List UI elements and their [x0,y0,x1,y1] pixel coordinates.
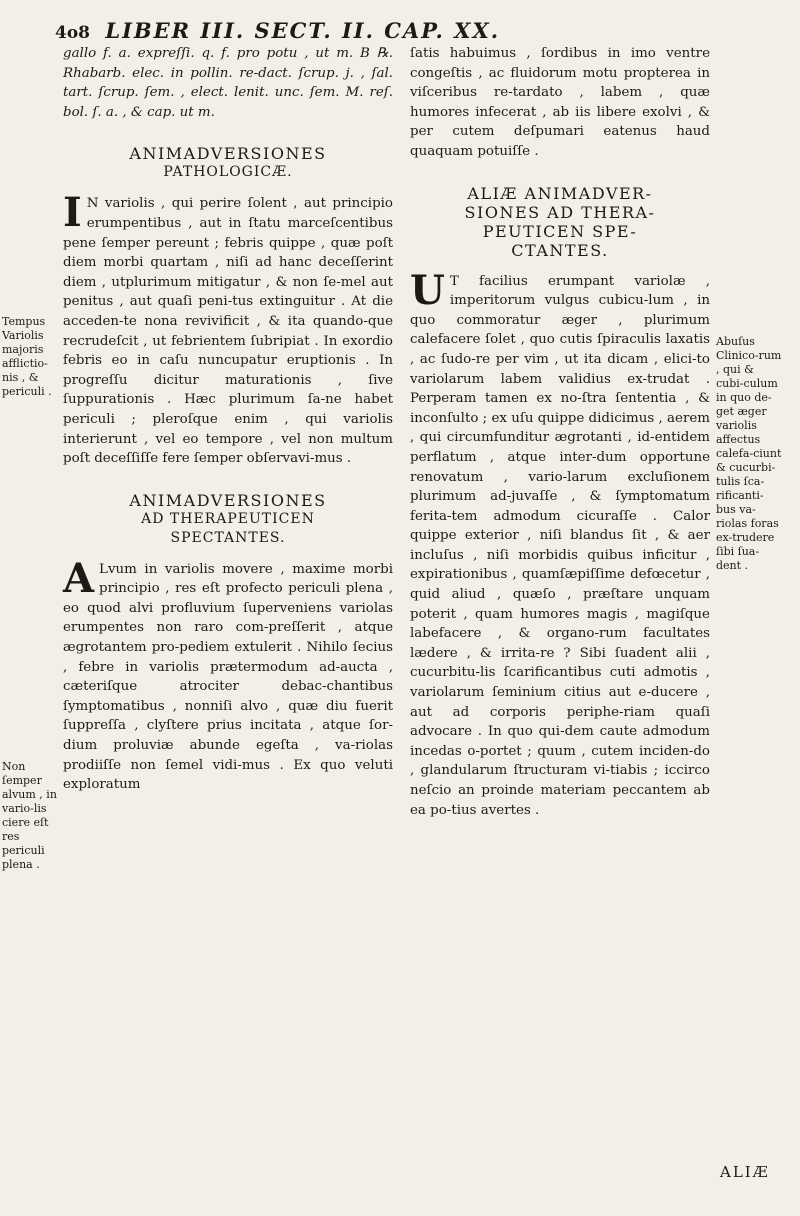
drop-cap: I [63,189,82,237]
heading-line: ALIÆ ANIMADVER- [467,183,653,203]
heading-line: ANIMADVERSIONES [129,490,327,510]
paragraph-text: Lvum in variolis movere , maxime morbi principio , res eſt profecto periculi plena , eo quod alvi profluvium ſuperveniens variolas erumpentes non raro com-preſſerit , atque ægrotantem pro-pediem extulerit . Nihilo ſecius , febre in variolis prætermodum ad-aucta , cæteriſque atrociter debac-chantibus ſymptomatibus , nonniſi alvo , quæ diu fuerit ſuppreſſa , clyſtere prius incitata , atque ſor-dium proluviæ abunde egeſta , va-riolas prodiiſſe non ſemel vidi-mus . Ex quo veluti exploratum [63,561,393,793]
section-heading-therapeutice [63,491,393,548]
paragraph-text: T facilius erumpant variolæ , imperitorum vulgus cubicu-lum , in quo commoratur æger , plurimum calefacere ſolet , quo cutis ſpiraculis laxatis , ac ſudo-re per vim , ut ita dicam , elici-to variolarum labem validius ex-trudat . Perperam tamen ex no-ſtra ſententia , & inconſulto ; ex uſu quippe didicimus , aerem , qui circumfunditur ægrotanti , id-entidem perflatum , atque inter-dum opportune renovatum , vario-larum excluſionem plurimum ad-juvaſſe , & ſymptomatum ferita-tem admodum cicuraſſe . Calor quippe exterior , niſi blandus ſit , & aer incluſus , niſi morbidis quibus inficitur , expirationibus , quamſæpiſſime defœcetur , quid aliud , quæſo , præſtare unquam poterit , quam humores magis , magiſque labefacere , & organo-rum facultates lædere , & irrita-re ? Sibi ſuadent alii , cucurbitu-lis ſcarificantibus cuti admotis , variolarum ſeminium citius aut e-ducere , aut ad corporis periphe-riam quaſi advocare . In quo qui-dem caute admodum incedas o-portet ; quum , cutem inciden-do , glandularum ſtructuram vi-tiabis ; iccirco neſcio an proinde materiam peccantem ab ea po-tius avertes . [410,273,710,818]
paragraph-text: N variolis , qui perire ſolent , aut principio erumpentibus , aut in ſtatu marceſcentibus pene ſemper pereunt ; febris quippe , quæ poſt diem morbi quartam , niſi ad hanc deceſſerint diem , utplurimum mitigatur , & non ſe-mel aut penitus , aut quaſi peni-tus extinguitur . At die acceden-te nona revivificit , & ita quando-que recrudeſcit , ut febrientem ſubripiat . In exordio febris eo in caſu nuncupatur eruptionis . In progreſſu dicitur maturationis , ſive ſuppurationis . Hæc plurimum ſa-ne habet periculi ; pleroſque enim , qui variolis interierunt , vel eo tempore , vel non multum poſt deceſſiſſe fere ſemper obſervavi-mus . [63,196,393,467]
paragraph-aliae [410,266,710,821]
heading-line: CTANTES. [511,240,609,260]
catchword: ALIÆ [720,1163,770,1181]
heading-line: AD THERAPEUTICEN [141,510,315,527]
left-column [63,44,393,795]
paragraph-therapy [63,554,393,795]
running-header [55,18,675,43]
right-column [410,44,710,820]
heading-line: PEUTICEN SPE- [482,221,638,241]
heading-line: SPECTANTES. [170,529,286,546]
margin-note-left: Non ſemper alvum , in vario-lis ciere eſt res periculi plena . [2,760,57,871]
paragraph-continuation: ſatis habuimus , ſordibus in imo ventre congeſtis , ac fluidorum motu propterea in viſceribus re-tardato , labem , quæ humores infecerat , ab iis libere exolvi , & per cutem deſpumari eatenus haud quaquam potuiſſe . [410,46,710,159]
heading-line: SIONES AD THERA- [464,202,656,222]
margin-note-right: Abuſus Clinico-rum , qui & cubi-culum in quo de-get æger variolis affectus calefa-ciunt & cucurbi-tulis ſca-rificanti-bus va-riolas foras ex-trudere ſibi ſua-dent . [716,335,782,572]
drop-cap: U [410,266,445,314]
prescription-continuation: gallo f. a. expreſſi. q. f. pro potu , ut m. B ℞. Rhabarb. elec. in pollin. re-dact. ſcrup. j. , ſal. tart. ſcrup. ſem. , elect. lenit. unc. ſem. M. reſ. bol. ſ. a. , & cap. ut m. [63,46,393,120]
margin-note-left: Tempus Variolis majoris afflictio-nis , & periculi . [2,315,52,398]
drop-cap: A [63,554,95,602]
heading-line: ANIMADVERSIONES [129,144,327,164]
section-heading-aliae [410,184,710,260]
page-number: 4o8 [55,23,90,43]
running-title: LIBER III. SECT. II. CAP. XX. [105,18,501,43]
heading-line: PATHOLOGICÆ. [163,164,293,181]
section-heading-pathologicae [63,144,393,182]
paragraph-pathology [63,189,393,468]
